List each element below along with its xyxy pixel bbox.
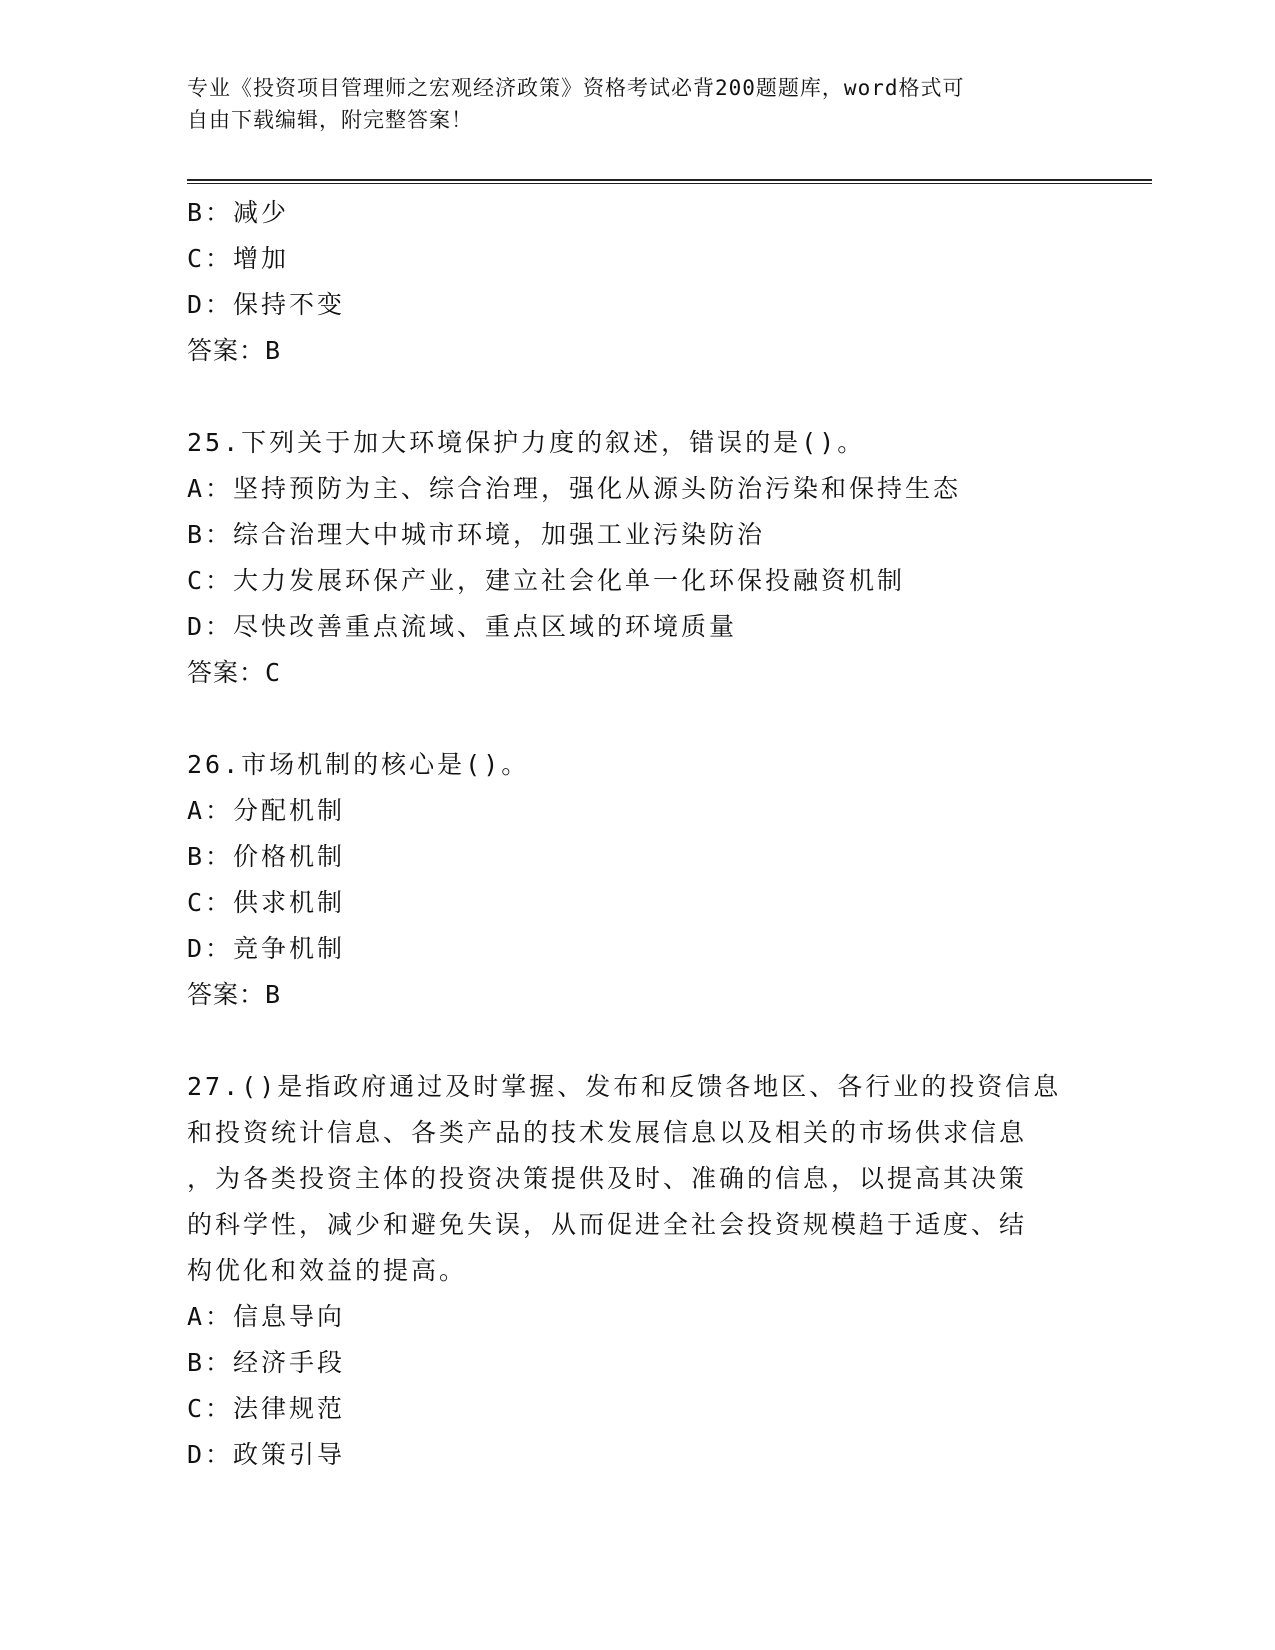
question-stem-line-5: 构优化和效益的提高。 (187, 1256, 468, 1285)
option-b: B：价格机制 (187, 842, 346, 871)
question-stem-line-2: 和投资统计信息、各类产品的技术发展信息以及相关的市场供求信息 (187, 1118, 1028, 1147)
question-stem: 25.下列关于加大环境保护力度的叙述，错误的是()。 (187, 428, 866, 457)
question-content (187, 190, 1087, 1478)
question-25 (187, 420, 1087, 696)
option-b: B：经济手段 (187, 1348, 346, 1377)
option-b: B：减少 (187, 198, 290, 227)
option-c: C：法律规范 (187, 1394, 346, 1423)
question-stem-line-1: 27.()是指政府通过及时掌握、发布和反馈各地区、各行业的投资信息 (187, 1072, 1062, 1101)
option-c: C：大力发展环保产业，建立社会化单一化环保投融资机制 (187, 566, 906, 595)
option-d: D：竞争机制 (187, 934, 346, 963)
header-divider (187, 179, 1152, 184)
question-27 (187, 1064, 1087, 1478)
option-c: C：供求机制 (187, 888, 346, 917)
header-title-line-1: 专业《投资项目管理师之宏观经济政策》资格考试必背200题题库，word格式可 (187, 76, 965, 100)
option-d: D：保持不变 (187, 290, 346, 319)
option-d: D：尽快改善重点流域、重点区域的环境质量 (187, 612, 738, 641)
page-header (187, 72, 1067, 136)
question-stem: 26.市场机制的核心是()。 (187, 750, 530, 779)
question-stem-line-4: 的科学性，减少和避免失误，从而促进全社会投资规模趋于适度、结 (187, 1210, 1028, 1239)
answer-text: 答案：B (187, 336, 282, 365)
continued-question-fragment (187, 190, 1087, 374)
answer-text: 答案：B (187, 980, 282, 1009)
option-b: B：综合治理大中城市环境，加强工业污染防治 (187, 520, 766, 549)
question-26 (187, 742, 1087, 1018)
option-a: A：分配机制 (187, 796, 346, 825)
option-a: A：信息导向 (187, 1302, 346, 1331)
header-title-line-2: 自由下载编辑，附完整答案！ (187, 108, 473, 132)
option-c: C：增加 (187, 244, 290, 273)
option-a: A：坚持预防为主、综合治理，强化从源头防治污染和保持生态 (187, 474, 962, 503)
option-d: D：政策引导 (187, 1440, 346, 1469)
answer-text: 答案：C (187, 658, 282, 687)
question-stem-line-3: ，为各类投资主体的投资决策提供及时、准确的信息，以提高其决策 (187, 1164, 1028, 1193)
